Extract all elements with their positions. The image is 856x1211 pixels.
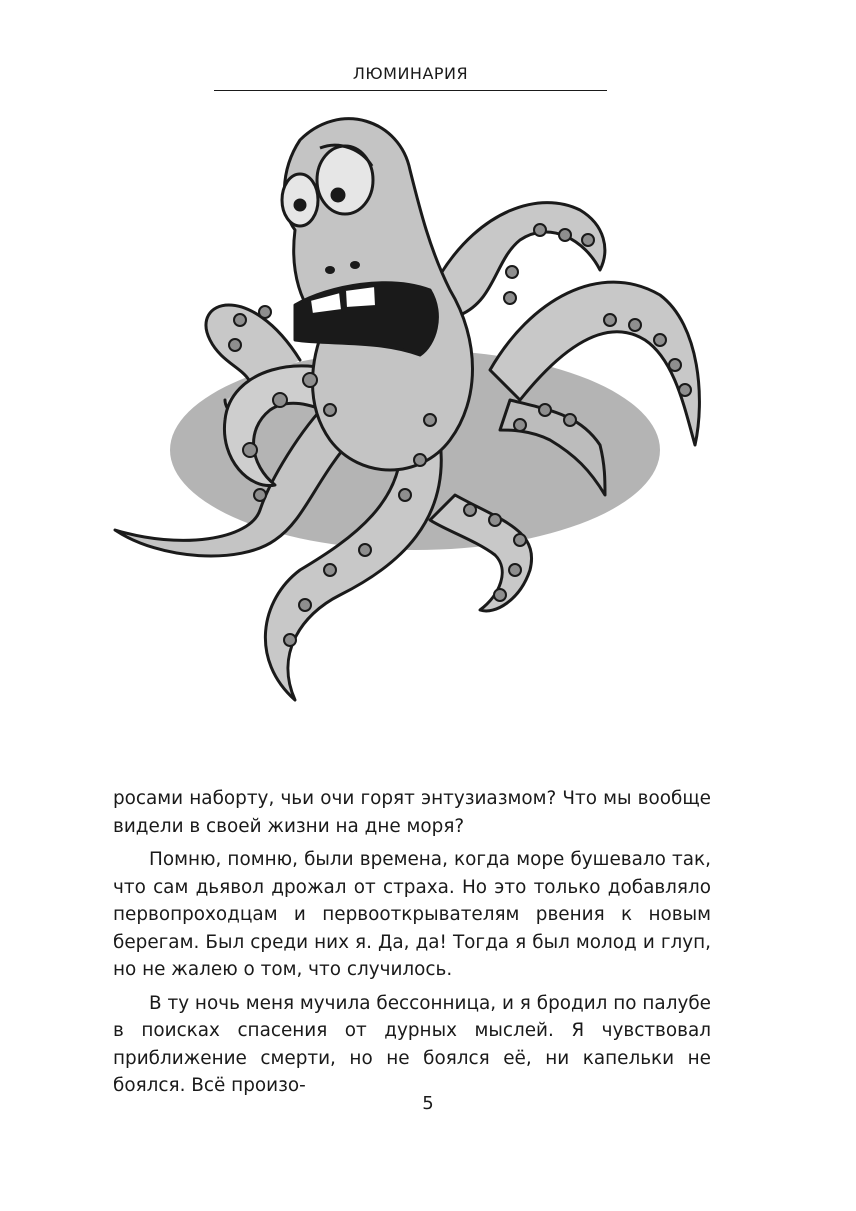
body-text — [113, 785, 711, 1106]
header-rule — [214, 90, 607, 91]
octopus-illustration — [100, 100, 740, 720]
paragraph-3: В ту ночь меня мучила бессонница, и я бродил по палубе в поисках спасения от дурных мыслей. Я чувствовал приближение смерти, но не боялся её, ни капельки не боялся. Всё произо- — [113, 992, 711, 1096]
running-head: ЛЮМИНАРИЯ — [352, 64, 469, 83]
page-number: 5 — [422, 1093, 434, 1114]
paragraph-1: росами наборту, чьи очи горят энтузиазмом? Что мы вообще видели в своей жизни на дне моря? — [113, 788, 711, 837]
paragraph-2: Помню, помню, были времена, когда море бушевало так, что сам дьявол дрожал от страха. Но это только добавляло первопроходцам и первооткрывателям рвения к новым берегам. Был среди них я. Да, да! Тогда я был молод и глуп, но не жалею о том, что случилось. — [113, 849, 711, 980]
